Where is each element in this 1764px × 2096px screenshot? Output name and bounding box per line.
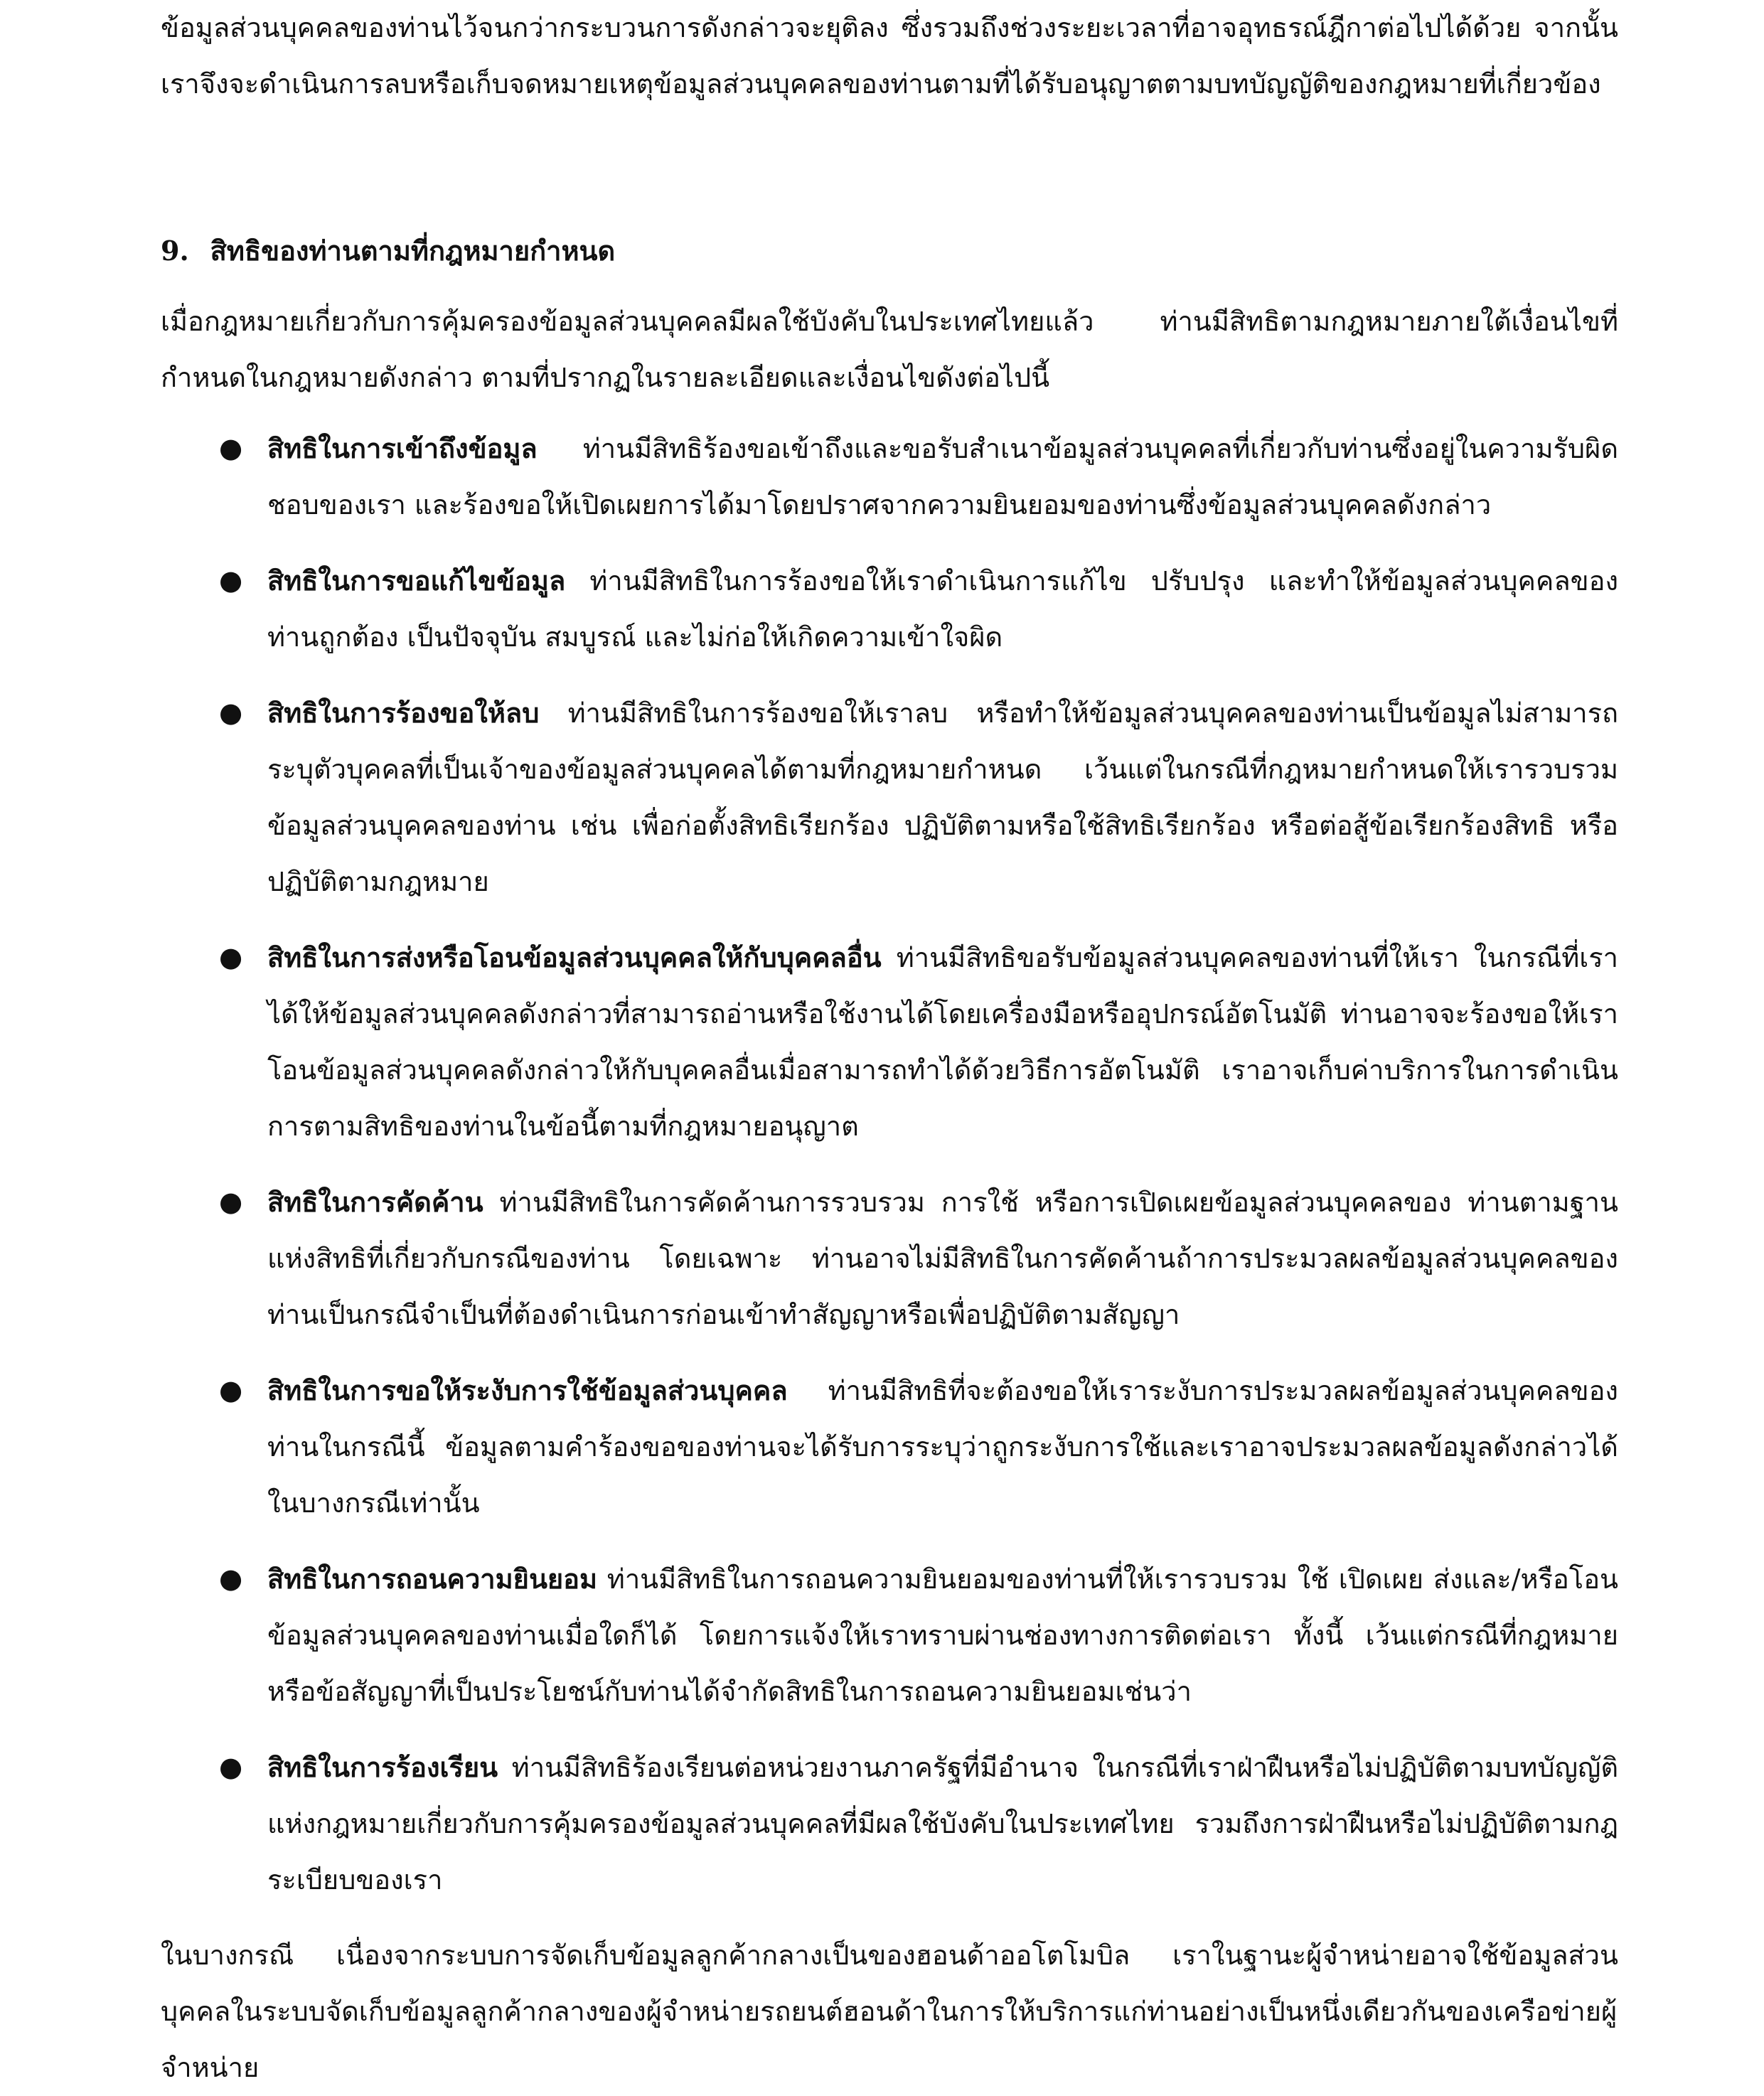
right-term: สิทธิในการเข้าถึงข้อมูล bbox=[267, 432, 538, 464]
right-term: สิทธิในการคัดค้าน bbox=[267, 1186, 483, 1218]
rights-list bbox=[161, 420, 1618, 1908]
right-access bbox=[161, 420, 1618, 533]
right-description: ท่านมีสิทธิในการร้องขอให้เราดำเนินการแก้ไข ปรับปรุง และทำให้ข้อมูลส่วนบุคคลของท่านถูกต้อง เป็นปัจจุบัน สมบูรณ์ และไม่ก่อให้เกิดความเข้าใจผิด bbox=[267, 565, 1618, 653]
continued-paragraph: ข้อมูลส่วนบุคคลของท่านไว้จนกว่ากระบวนการดังกล่าวจะยุติลง ซึ่งรวมถึงช่วงระยะเวลาที่อาจอุทธรณ์ฎีกาต่อไปได้ด้วย จากนั้นเราจึงจะดำเนินการลบหรือเก็บจดหมายเหตุข้อมูลส่วนบุคคลของท่านตามที่ได้รับอนุญาตตามบทบัญญัติของกฎหมายที่เกี่ยวข้อง bbox=[161, 12, 1618, 100]
right-restriction bbox=[161, 1362, 1618, 1531]
section-title: สิทธิของท่านตามที่กฎหมายกำหนด bbox=[210, 235, 616, 267]
right-description: ท่านมีสิทธิร้องขอเข้าถึงและขอรับสำเนาข้อมูลส่วนบุคคลที่เกี่ยวกับท่านซึ่งอยู่ในความรับผิดชอบของเรา และร้องขอให้เปิดเผยการได้มาโดยปราศจากความยินยอมของท่านซึ่งข้อมูลส่วนบุคคลดังกล่าว bbox=[267, 433, 1618, 520]
right-term: สิทธิในการขอแก้ไขข้อมูล bbox=[267, 565, 566, 597]
bullet-icon: ● bbox=[219, 941, 243, 973]
right-description: ท่านมีสิทธิในการถอนความยินยอมของท่านที่ให้เรารวบรวม ใช้ เปิดเผย ส่งและ/หรือโอนข้อมูลส่วนบุคคลของท่านเมื่อใดก็ได้ โดยการแจ้งให้เราทราบผ่านช่องทางการติดต่อเรา ทั้งนี้ เว้นแต่กรณีที่กฎหมายหรือข้อสัญญาที่เป็นประโยชน์กับท่านได้จำกัดสิทธิในการถอนความยินยอมเช่นว่า bbox=[267, 1563, 1618, 1707]
right-description: ท่านมีสิทธิในการร้องขอให้เราลบ หรือทำให้ข้อมูลส่วนบุคคลของท่านเป็นข้อมูลไม่สามารถระบุตัวบุคคลที่เป็นเจ้าของข้อมูลส่วนบุคคลได้ตามที่กฎหมายกำหนด เว้นแต่ในกรณีที่กฎหมายกำหนดให้เรารวบรวมข้อมูลส่วนบุคคลของท่าน เช่น เพื่อก่อตั้งสิทธิเรียกร้อง ปฏิบัติตามหรือใช้สิทธิเรียกร้อง หรือต่อสู้ข้อเรียกร้องสิทธิ หรือปฏิบัติตามกฎหมาย bbox=[267, 697, 1618, 897]
right-withdraw-consent bbox=[161, 1551, 1618, 1720]
bullet-icon: ● bbox=[219, 565, 243, 596]
right-term: สิทธิในการส่งหรือโอนข้อมูลส่วนบุคคลให้กับบุคคลอื่น bbox=[267, 941, 882, 973]
bullet-icon: ● bbox=[219, 1186, 243, 1217]
right-term: สิทธิในการร้องขอให้ลบ bbox=[267, 697, 540, 729]
right-term: สิทธิในการร้องเรียน bbox=[267, 1751, 498, 1783]
right-term: สิทธิในการขอให้ระงับการใช้ข้อมูลส่วนบุคคล bbox=[267, 1374, 788, 1406]
document-page bbox=[161, 0, 1618, 2096]
right-description: ท่านมีสิทธิที่จะต้องขอให้เราระงับการประมวลผลข้อมูลส่วนบุคคลของท่านในกรณีนี้ ข้อมูลตามคำร้องขอของท่านจะได้รับการระบุว่าถูกระงับการใช้และเราอาจประมวลผลข้อมูลดังกล่าวได้ในบางกรณีเท่านั้น bbox=[267, 1375, 1618, 1519]
right-objection bbox=[161, 1174, 1618, 1343]
right-portability bbox=[161, 929, 1618, 1155]
right-term: สิทธิในการถอนความยินยอม bbox=[267, 1563, 598, 1595]
right-description: ท่านมีสิทธิขอรับข้อมูลส่วนบุคคลของท่านที่ให้เรา ในกรณีที่เราได้ให้ข้อมูลส่วนบุคคลดังกล่าวที่สามารถอ่านหรือใช้งานได้โดยเครื่องมือหรืออุปกรณ์อัตโนมัติ ท่านอาจจะร้องขอให้เราโอนข้อมูลส่วนบุคคลดังกล่าวให้กับบุคคลอื่นเมื่อสามารถทำได้ด้วยวิธีการอัตโนมัติ เราอาจเก็บค่าบริการในการดำเนินการตามสิทธิของท่านในข้อนี้ตามที่กฎหมายอนุญาต bbox=[267, 942, 1618, 1142]
bullet-icon: ● bbox=[219, 432, 243, 464]
right-description: ท่านมีสิทธิในการคัดค้านการรวบรวม การใช้ หรือการเปิดเผยข้อมูลส่วนบุคคลของ ท่านตามฐานแห่งสิทธิที่เกี่ยวกับกรณีของท่าน โดยเฉพาะ ท่านอาจไม่มีสิทธิในการคัดค้านถ้าการประมวลผลข้อมูลส่วนบุคคลของท่านเป็นกรณีจำเป็นที่ต้องดำเนินการก่อนเข้าทำสัญญาหรือเพื่อปฏิบัติตามสัญญา bbox=[267, 1187, 1618, 1330]
right-description: ท่านมีสิทธิร้องเรียนต่อหน่วยงานภาครัฐที่มีอำนาจ ในกรณีที่เราฝ่าฝืนหรือไม่ปฏิบัติตามบทบัญญัติแห่งกฎหมายเกี่ยวกับการคุ้มครองข้อมูลส่วนบุคคลที่มีผลใช้บังคับในประเทศไทย รวมถึงการฝ่าฝืนหรือไม่ปฏิบัติตามกฎระเบียบของเรา bbox=[267, 1752, 1618, 1896]
bullet-icon: ● bbox=[219, 1563, 243, 1594]
section-number: 9. bbox=[161, 235, 189, 267]
right-erasure bbox=[161, 685, 1618, 910]
bullet-icon: ● bbox=[219, 697, 243, 728]
bullet-icon: ● bbox=[219, 1374, 243, 1406]
bullet-icon: ● bbox=[219, 1751, 243, 1782]
right-rectification bbox=[161, 552, 1618, 665]
right-complaint bbox=[161, 1739, 1618, 1908]
closing-paragraph: ในบางกรณี เนื่องจากระบบการจัดเก็บข้อมูลลูกค้ากลางเป็นของฮอนด้าออโตโมบิล เราในฐานะผู้จำหน่ายอาจใช้ข้อมูลส่วนบุคคลในระบบจัดเก็บข้อมูลลูกค้ากลางของผู้จำหน่ายรถยนต์ฮอนด้าในการให้บริการแก่ท่านอย่างเป็นหนึ่งเดียวกันของเครือข่ายผู้จำหน่าย bbox=[161, 1940, 1618, 2083]
intro-paragraph: เมื่อกฎหมายเกี่ยวกับการคุ้มครองข้อมูลส่วนบุคคลมีผลใช้บังคับในประเทศไทยแล้ว ท่านมีสิทธิตามกฎหมายภายใต้เงื่อนไขที่กำหนดในกฎหมายดังกล่าว ตามที่ปรากฏในรายละเอียดและเงื่อนไขดังต่อไปนี้ bbox=[161, 306, 1618, 393]
section-heading bbox=[161, 223, 1618, 279]
